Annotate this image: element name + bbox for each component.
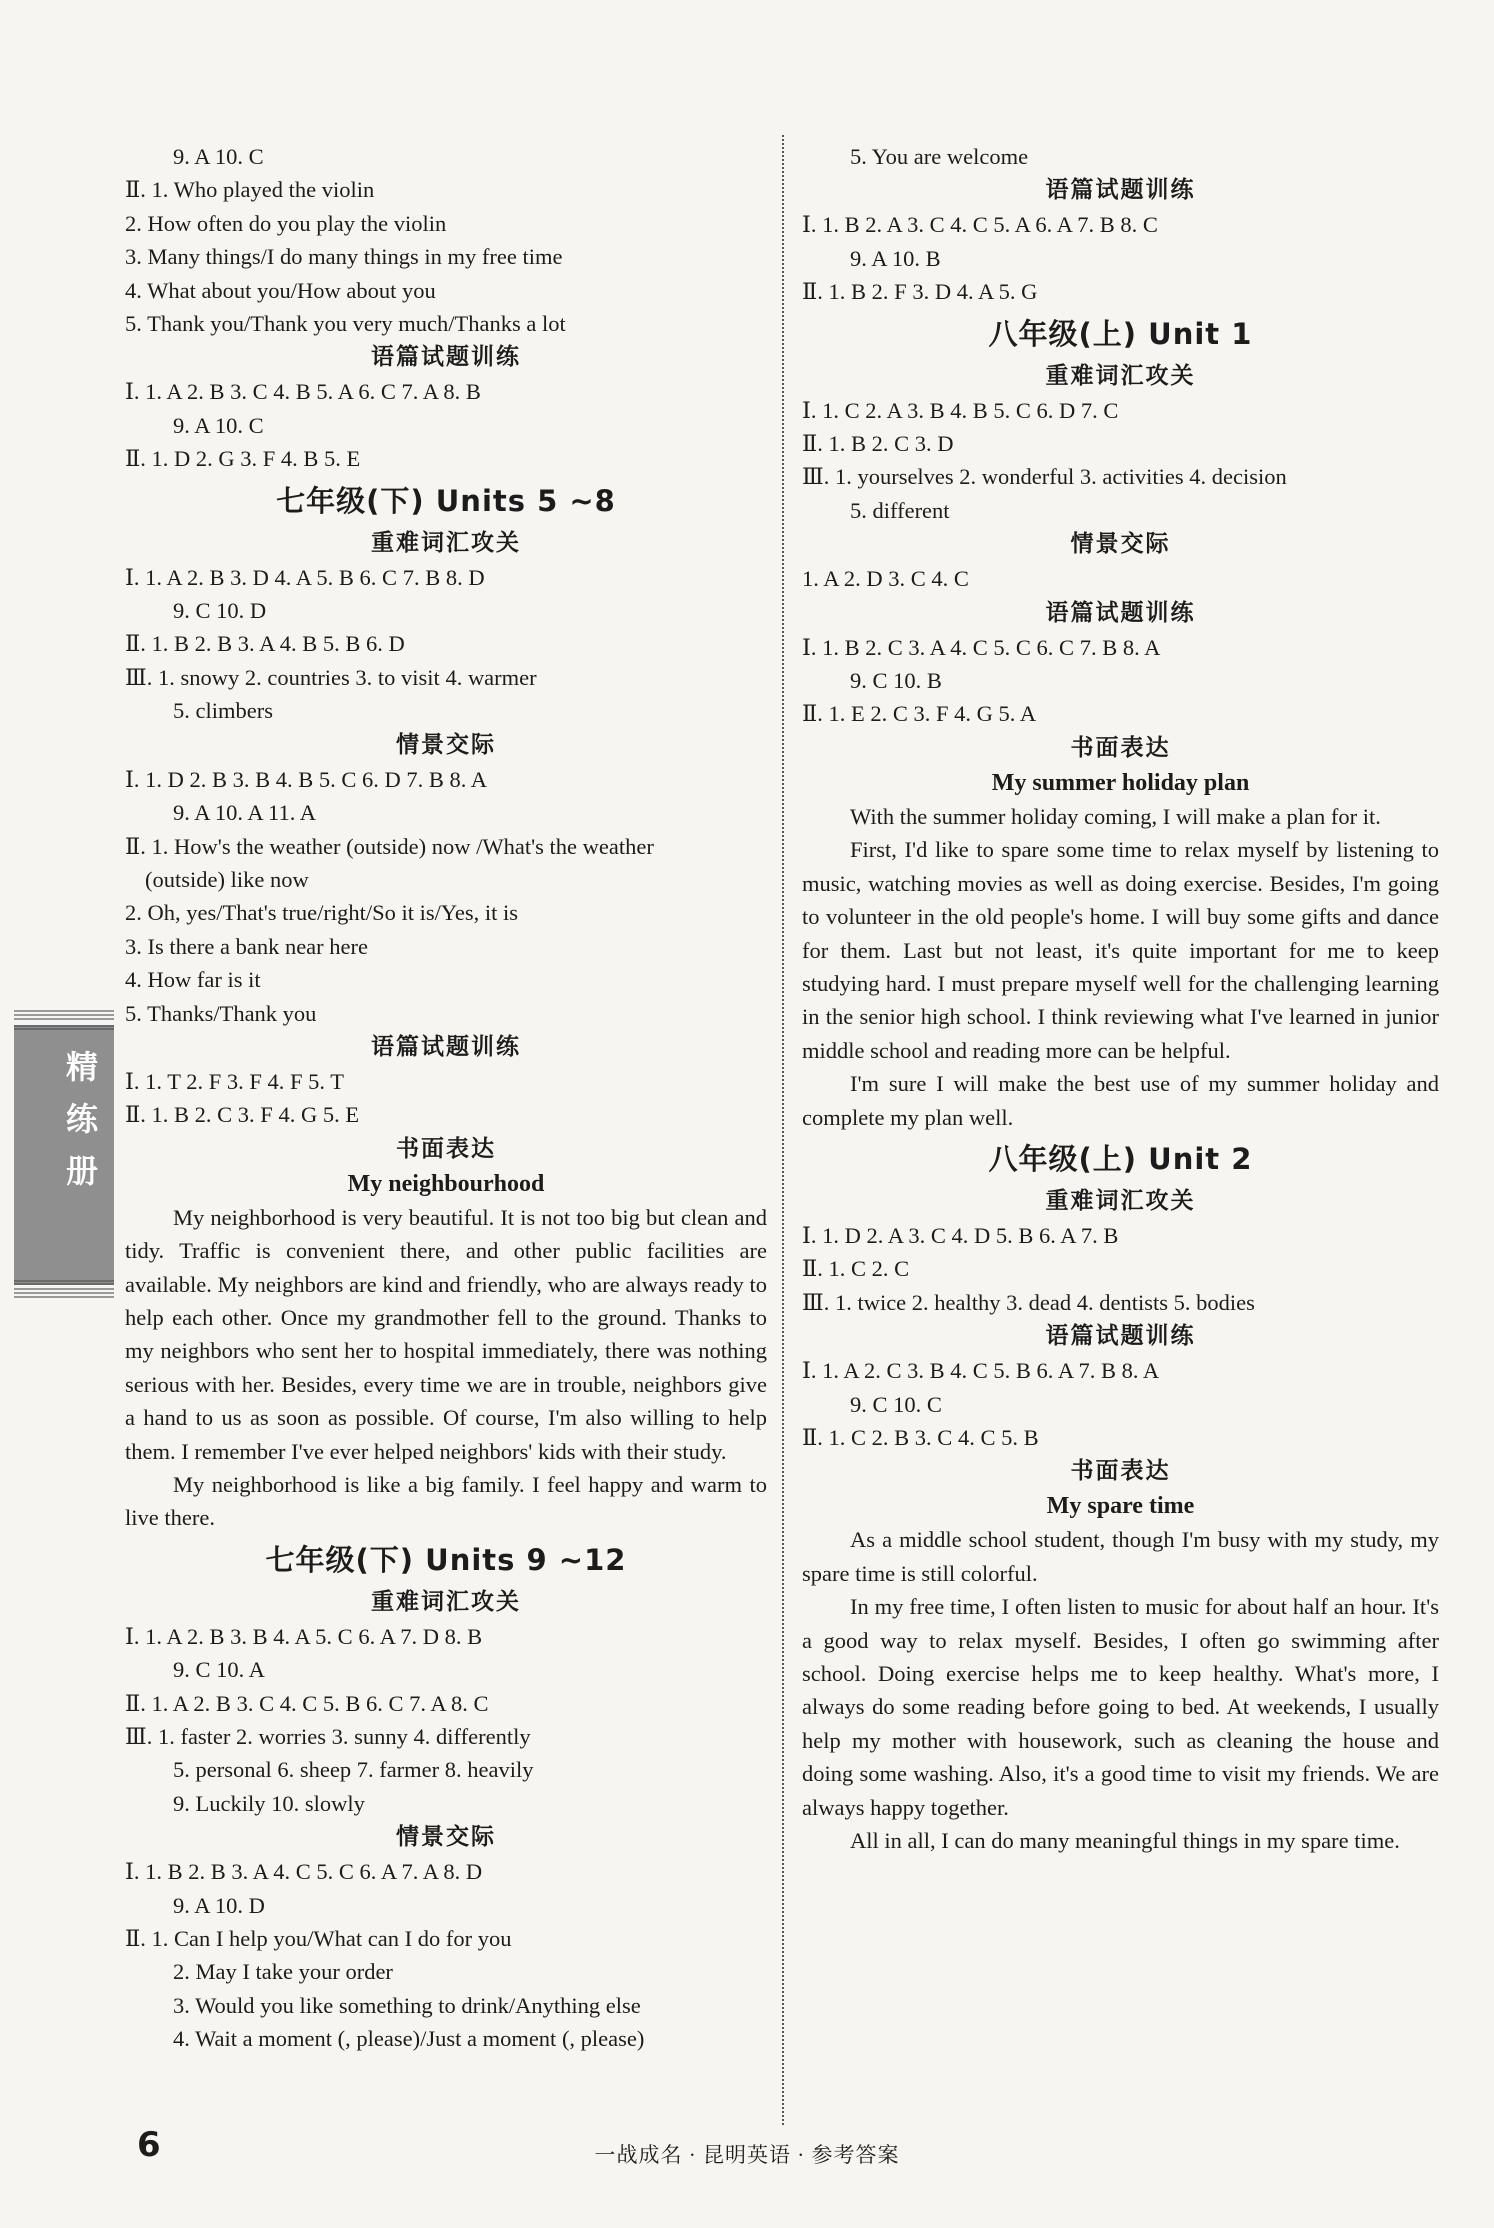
answer-line: Ⅰ. 1. B 2. B 3. A 4. C 5. C 6. A 7. A 8. D xyxy=(125,1859,483,1885)
answer-line: 4. Wait a moment (, please)/Just a moment (, please) xyxy=(173,2026,645,2052)
answer-line: 9. A 10. C xyxy=(173,412,264,438)
answer-line: Ⅱ. 1. B 2. C 3. F 4. G 5. E xyxy=(125,1102,360,1128)
subsection-heading: 语篇试题训练 xyxy=(1045,599,1196,626)
subsection-heading: 情景交际 xyxy=(396,1824,496,1851)
subsection-heading: 重难词汇攻关 xyxy=(1045,362,1196,389)
answer-line: Ⅲ. 1. snowy 2. countries 3. to visit 4. warmer xyxy=(125,664,537,690)
column-divider xyxy=(782,135,784,2125)
subsection-heading: 语篇试题训练 xyxy=(371,1033,521,1060)
essay-paragraph: All in all, I can do many meaningful things in my spare time. xyxy=(850,1828,1400,1854)
answer-line: Ⅱ. 1. B 2. F 3. D 4. A 5. G xyxy=(802,279,1038,305)
answer-line: Ⅰ. 1. D 2. B 3. B 4. B 5. C 6. D 7. B 8. A xyxy=(125,766,488,792)
answer-line: Ⅱ. 1. Can I help you/What can I do for you xyxy=(125,1926,512,1952)
essay-title: My summer holiday plan xyxy=(991,769,1250,796)
essay-paragraph: I'm sure I will make the best use of my summer holiday and complete my plan well. xyxy=(802,1071,1439,1130)
subsection-heading: 语篇试题训练 xyxy=(1045,1323,1196,1350)
section-heading: 八年级(上) Unit 2 xyxy=(988,1141,1253,1176)
answer-line: Ⅱ. 1. E 2. C 3. F 4. G 5. A xyxy=(802,701,1037,727)
subsection-heading: 书面表达 xyxy=(1070,1458,1171,1485)
answer-line: 3. Many things/I do many things in my free time xyxy=(125,244,563,270)
answer-line: 9. C 10. B xyxy=(850,668,942,694)
subsection-heading: 语篇试题训练 xyxy=(1045,177,1196,204)
answer-line: Ⅱ. 1. Who played the violin xyxy=(125,177,375,203)
section-heading: 七年级(下) Units 5 ~8 xyxy=(276,483,616,518)
answer-line: Ⅰ. 1. B 2. A 3. C 4. C 5. A 6. A 7. B 8. C xyxy=(802,212,1158,238)
essay-paragraph: First, I'd like to spare some time to relax myself by listening to music, watching movies as well as doing exercise. Besides, I'm going to volunteer in the old people's home. I will buy some gifts and dance for them. Last but not least, it's quite important for me to keep studying hard. I must prepare myself well for the challenging learning in the senior high school. I think reviewing what I've learned in junior middle school and reading more can be helpful. xyxy=(802,837,1439,1063)
answer-line: Ⅱ. 1. C 2. C xyxy=(802,1256,910,1282)
essay-title: My spare time xyxy=(1046,1493,1195,1520)
page-number: 6 xyxy=(137,2125,161,2165)
answer-line: Ⅰ. 1. A 2. B 3. C 4. B 5. A 6. C 7. A 8. B xyxy=(125,379,481,405)
answer-line: Ⅰ. 1. C 2. A 3. B 4. B 5. C 6. D 7. C xyxy=(802,397,1119,423)
answer-line: Ⅰ. 1. D 2. A 3. C 4. D 5. B 6. A 7. B xyxy=(802,1222,1119,1248)
answer-line: 5. Thanks/Thank you xyxy=(125,1000,317,1026)
answer-line: Ⅲ. 1. yourselves 2. wonderful 3. activities 4. decision xyxy=(802,464,1287,490)
answer-line: 2. May I take your order xyxy=(173,1959,393,1985)
answer-line: 9. A 10. B xyxy=(850,245,941,271)
answer-line: 9. A 10. C xyxy=(173,144,264,169)
essay-paragraph: My neighborhood is very beautiful. It is not too big but clean and tidy. Traffic is convenient there, and other public facilities are available. My neighbors are kind and friendly, who are always ready to help each other. Once my grandmother fell to the ground. Thanks to my neighbors who sent her to hospital immediately, there was nothing serious with her. Besides, every time we are in trouble, neighbors give a hand to us as soon as possible. Of course, I'm also willing to help them. I remember I've ever helped neighbors' kids with their study. xyxy=(125,1204,767,1464)
subsection-heading: 书面表达 xyxy=(1070,734,1171,761)
answer-line: 4. What about you/How about you xyxy=(125,277,436,303)
answer-line: 9. Luckily 10. slowly xyxy=(173,1790,365,1816)
answer-line: Ⅱ. 1. A 2. B 3. C 4. C 5. B 6. C 7. A 8. C xyxy=(125,1690,489,1716)
subsection-heading: 情景交际 xyxy=(396,731,496,758)
essay-paragraph: With the summer holiday coming, I will make a plan for it. xyxy=(850,803,1381,829)
right-column xyxy=(802,140,1439,1857)
answer-line: Ⅰ. 1. A 2. B 3. B 4. A 5. C 6. A 7. D 8. B xyxy=(125,1623,483,1649)
answer-line: Ⅲ. 1. twice 2. healthy 3. dead 4. dentists 5. bodies xyxy=(802,1289,1255,1315)
answer-line: 1. A 2. D 3. C 4. C xyxy=(802,566,969,592)
answer-line: 2. How often do you play the violin xyxy=(125,210,447,236)
answer-line: 9. A 10. A 11. A xyxy=(173,800,316,826)
answer-line: 3. Is there a bank near here xyxy=(125,933,368,959)
answer-line: Ⅰ. 1. T 2. F 3. F 4. F 5. T xyxy=(125,1068,344,1094)
answer-line: 5. You are welcome xyxy=(850,144,1029,169)
answer-line: Ⅱ. 1. C 2. B 3. C 4. C 5. B xyxy=(802,1424,1039,1450)
answer-line: 5. different xyxy=(850,497,950,523)
side-tab xyxy=(14,1025,114,1285)
answer-line: 2. Oh, yes/That's true/right/So it is/Yes, it is xyxy=(125,900,519,926)
answer-line: (outside) like now xyxy=(145,866,309,892)
side-tab-stripe-bottom xyxy=(14,1288,114,1298)
subsection-heading: 重难词汇攻关 xyxy=(1045,1187,1196,1214)
page-footer: 一战成名 · 昆明英语 · 参考答案 xyxy=(594,2143,900,2167)
answer-line: Ⅱ. 1. D 2. G 3. F 4. B 5. E xyxy=(125,446,361,472)
section-heading: 八年级(上) Unit 1 xyxy=(988,316,1253,351)
answer-line: 5. personal 6. sheep 7. farmer 8. heavily xyxy=(173,1757,534,1783)
answer-line: 5. climbers xyxy=(173,698,273,724)
answer-line: Ⅱ. 1. B 2. C 3. D xyxy=(802,431,954,457)
essay-title: My neighbourhood xyxy=(347,1170,545,1197)
left-column xyxy=(125,140,767,2056)
answer-line: Ⅲ. 1. faster 2. worries 3. sunny 4. differently xyxy=(125,1724,531,1750)
answer-line: Ⅰ. 1. A 2. C 3. B 4. C 5. B 6. A 7. B 8. A xyxy=(802,1358,1160,1384)
subsection-heading: 情景交际 xyxy=(1070,531,1171,558)
essay-paragraph: As a middle school student, though I'm busy with my study, my spare time is still colorful. xyxy=(802,1527,1439,1586)
answer-line: Ⅱ. 1. B 2. B 3. A 4. B 5. B 6. D xyxy=(125,631,405,657)
answer-line: 9. C 10. C xyxy=(850,1391,942,1417)
subsection-heading: 书面表达 xyxy=(396,1135,496,1162)
subsection-heading: 重难词汇攻关 xyxy=(371,529,521,556)
section-heading: 七年级(下) Units 9 ~12 xyxy=(265,1542,627,1577)
answer-line: Ⅰ. 1. A 2. B 3. D 4. A 5. B 6. C 7. B 8. D xyxy=(125,564,485,590)
answer-line: Ⅰ. 1. B 2. C 3. A 4. C 5. C 6. C 7. B 8. A xyxy=(802,634,1161,660)
side-tab-label: 精练册 xyxy=(61,1050,99,1206)
answer-line: 3. Would you like something to drink/Anything else xyxy=(173,1992,641,2018)
essay-paragraph: In my free time, I often listen to music for about half an hour. It's a good way to relax myself. Besides, I often go swimming after school. Doing exercise helps me to keep healthy. What's more, I always do some reading before going to bed. At weekends, I usually help my mother with housework, such as cleaning the house and doing some washing. Also, it's a good time to visit my friends. We are always happy together. xyxy=(802,1594,1439,1820)
subsection-heading: 重难词汇攻关 xyxy=(371,1588,521,1615)
answer-line: 4. How far is it xyxy=(125,967,261,993)
subsection-heading: 语篇试题训练 xyxy=(371,344,521,371)
answer-line: 9. A 10. D xyxy=(173,1892,265,1918)
answer-line: 9. C 10. A xyxy=(173,1657,265,1683)
answer-line: 9. C 10. D xyxy=(173,598,267,624)
answer-line: Ⅱ. 1. How's the weather (outside) now /What's the weather xyxy=(125,833,654,859)
answer-line: 5. Thank you/Thank you very much/Thanks a lot xyxy=(125,311,566,337)
side-tab-stripe-top xyxy=(14,1010,114,1020)
essay-paragraph: My neighborhood is like a big family. I feel happy and warm to live there. xyxy=(125,1472,767,1531)
